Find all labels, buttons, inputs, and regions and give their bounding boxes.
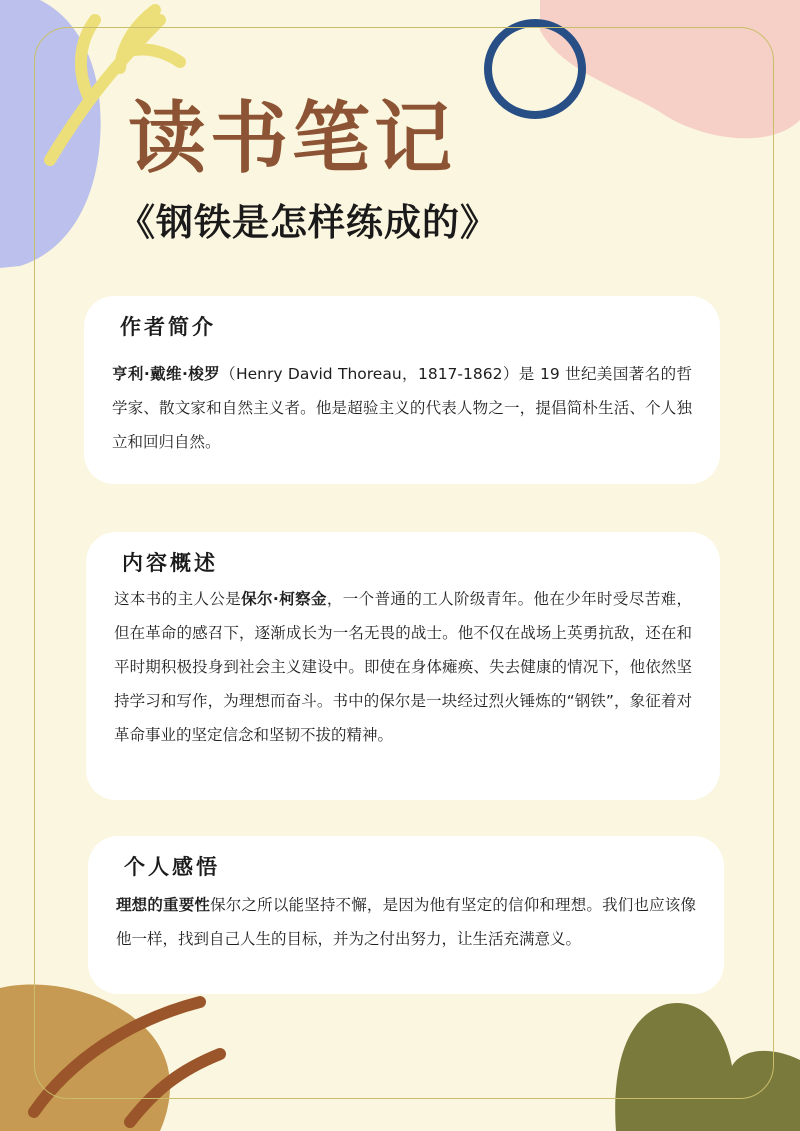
content-summary-heading: 内容概述 [122, 551, 218, 575]
page-title: 读书笔记 [128, 94, 457, 184]
author-intro-text [112, 357, 692, 459]
content-summary-card [86, 532, 720, 800]
insight-lead: 理想的重要性 [116, 896, 211, 914]
author-name: 亨利·戴维·梭罗 [112, 365, 221, 383]
content-summary-text [114, 582, 692, 752]
summary-lead: 这本书的主人公是 [114, 590, 242, 608]
book-title: 《钢铁是怎样练成的》 [118, 201, 498, 244]
protagonist-name: 保尔·柯察金 [241, 590, 327, 608]
personal-insight-card [88, 836, 724, 994]
author-description: （Henry David Thoreau，1817-1862）是 19 世纪美国著名的哲学家、散文家和自然主义者。他是超验主义的代表人物之一，提倡简朴生活、个人独立和回归自然。 [112, 365, 692, 451]
insight-body: 保尔之所以能坚持不懈，是因为他有坚定的信仰和理想。我们也应该像他一样，找到自己人生的目标，并为之付出努力，让生活充满意义。 [116, 896, 696, 948]
personal-insight-text [116, 888, 696, 956]
personal-insight-heading: 个人感悟 [124, 855, 220, 879]
author-intro-card [84, 296, 720, 484]
author-intro-heading: 作者简介 [120, 315, 216, 339]
summary-body: ，一个普通的工人阶级青年。他在少年时受尽苦难，但在革命的感召下，逐渐成长为一名无畏的战士。他不仅在战场上英勇抗敌，还在和平时期积极投身到社会主义建设中。即使在身体瘫痪、失去健康的情况下，他依然坚持学习和写作，为理想而奋斗。书中的保尔是一块经过烈火锤炼的“钢铁”，象征着对革命事业的坚定信念和坚韧不拔的精神。 [114, 590, 692, 744]
